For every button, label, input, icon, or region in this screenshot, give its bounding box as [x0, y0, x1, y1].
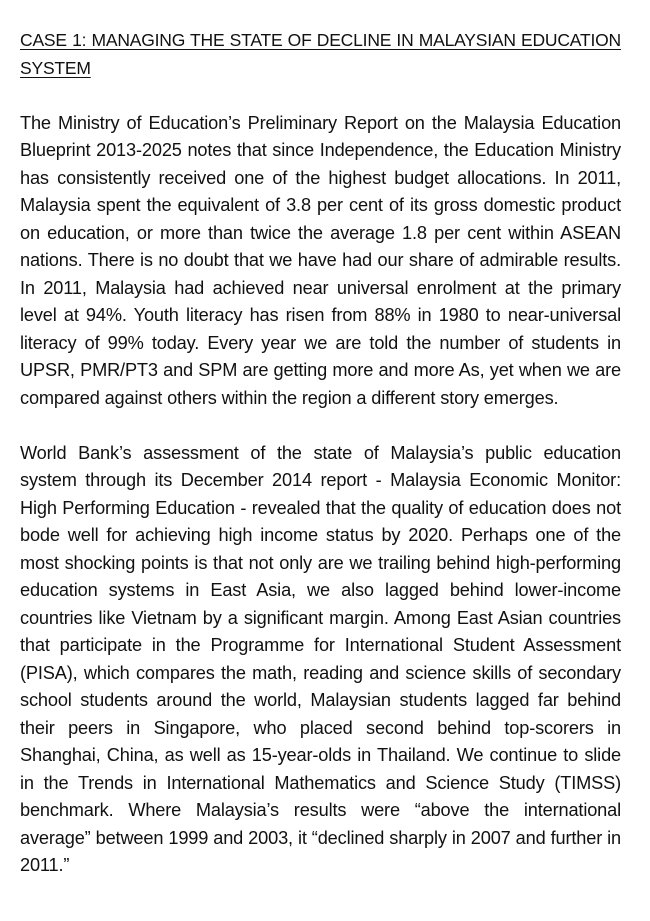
document-page [20, 27, 621, 880]
case-title: CASE 1: MANAGING THE STATE OF DECLINE IN MALAYSIAN EDUCATION SYSTEM [20, 30, 621, 78]
paragraph-world-bank-assessment: World Bank’s assessment of the state of Malaysia’s public education system through its December 2014 report - Malaysia Economic Monitor: High Performing Education - revealed that the quality of education does not bode well for achieving high income status by 2020. Perhaps one of the most shocking points is that not only are we trailing behind high-performing education systems in East Asia, we also lagged behind lower-income countries like Vietnam by a significant margin. Among East Asian countries that participate in the Programme for International Student Assessment (PISA), which compares the math, reading and science skills of secondary school students around the world, Malaysian students lagged far behind their peers in Singapore, who placed second behind top-scorers in Shanghai, China, as well as 15-year-olds in Thailand. We continue to slide in the Trends in International Mathematics and Science Study (TIMSS) benchmark. Where Malaysia’s results were “above the international average” between 1999 and 2003, it “declined sharply in 2007 and further in 2011.” [20, 442, 621, 875]
paragraph-budget-and-results: The Ministry of Education’s Preliminary Report on the Malaysia Education Blueprint 2013-2025 notes that since Independence, the Education Ministry has consistently received one of the highest budget allocations. In 2011, Malaysia spent the equivalent of 3.8 per cent of its gross domestic product on education, or more than twice the average 1.8 per cent within ASEAN nations. There is no doubt that we have had our share of admirable results. In 2011, Malaysia had achieved near universal enrolment at the primary level at 94%. Youth literacy has risen from 88% in 1980 to near-universal literacy of 99% today. Every year we are told the number of students in UPSR, PMR/PT3 and SPM are getting more and more As, yet when we are compared against others within the region a different story emerges. [20, 112, 621, 408]
